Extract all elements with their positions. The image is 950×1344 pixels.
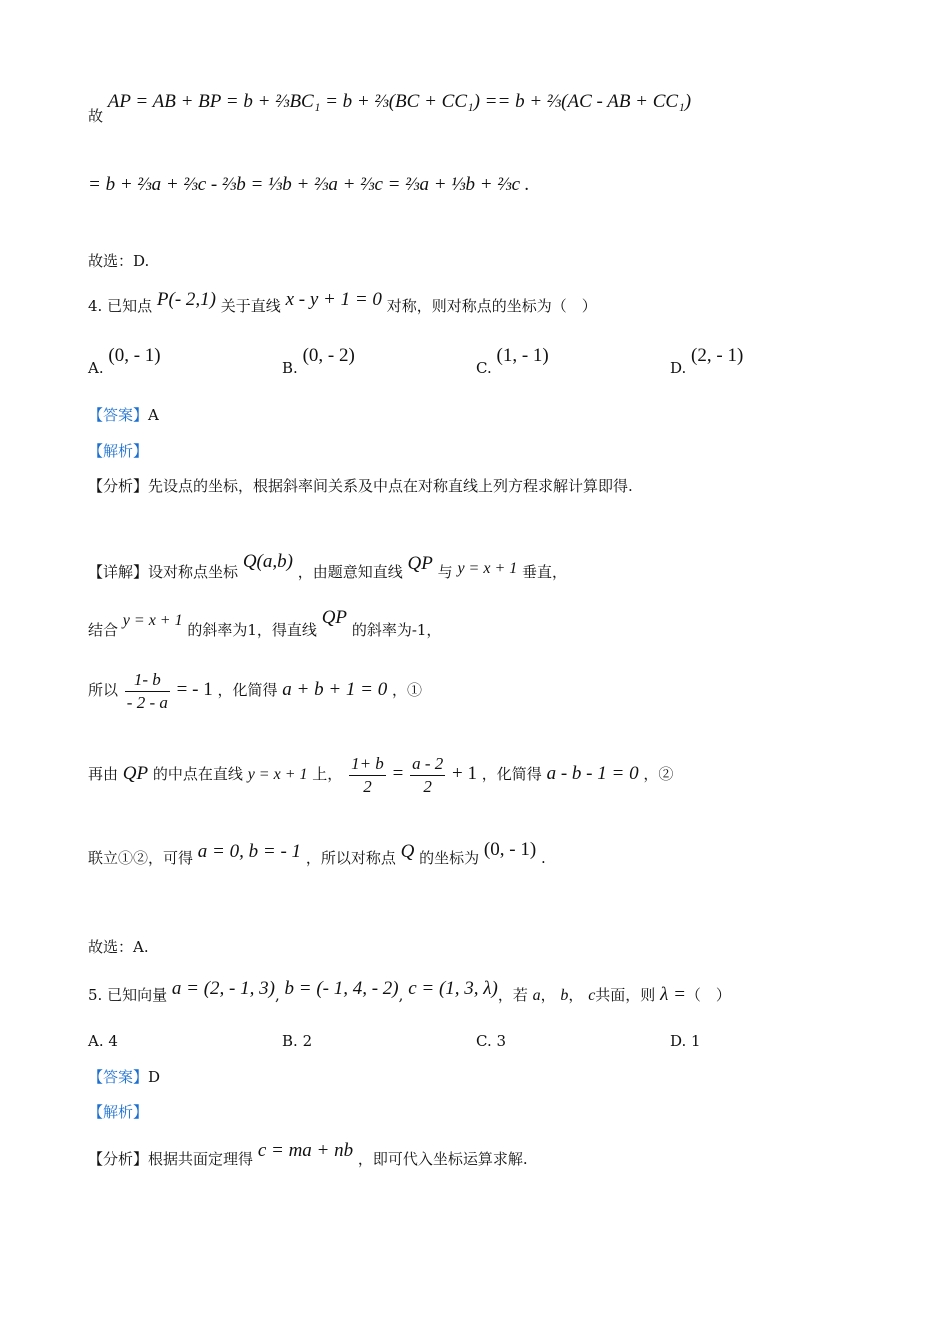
option-letter: D. xyxy=(670,1032,687,1050)
fraction xyxy=(410,753,445,798)
vector-equation-1: AP = AB + BP = b + ⅔BC₁ = b + ⅔(BC + CC₁) == b + ⅔(AC - AB + CC₁) xyxy=(107,91,692,112)
analysis-tag: 【解析】 xyxy=(88,442,149,460)
q5-fenxi xyxy=(88,1140,528,1169)
fraction-denominator: 2 xyxy=(363,776,372,796)
detail-math: y = x + 1 xyxy=(122,612,183,629)
q5-option-a[interactable] xyxy=(88,1032,118,1050)
q4-answer xyxy=(88,405,159,425)
fenxi-text: 根据共面定理得 xyxy=(148,1150,254,1168)
q5-var-b: b xyxy=(560,987,569,1004)
detail-text: 所以 xyxy=(88,681,119,699)
q4-option-b[interactable] xyxy=(282,345,355,377)
answer-value: A xyxy=(148,406,159,424)
q4-stem-post: 对称，则对称点的坐标为（ ） xyxy=(386,297,597,315)
detail-math: a - b - 1 = 0 xyxy=(546,763,639,784)
detail-text: 设对称点坐标 xyxy=(148,563,239,581)
option-value: (0, - 1) xyxy=(108,345,161,366)
option-value: 3 xyxy=(496,1032,507,1050)
answer-tag: 【答案】 xyxy=(88,1068,149,1086)
detail-math: QP xyxy=(122,763,149,784)
detail-text: ，化简得 xyxy=(481,765,542,783)
q4-number: 4. xyxy=(88,297,103,315)
detail-math: (0, - 1) xyxy=(483,839,537,860)
answer-value: D xyxy=(148,1068,161,1086)
detail-text: ，由题意知直线 xyxy=(297,563,403,581)
fenxi-text: 先设点的坐标，根据斜率间关系及中点在对称直线上列方程求解计算即得. xyxy=(148,477,633,495)
option-letter: C. xyxy=(476,359,492,377)
q5-number: 5. xyxy=(88,986,103,1004)
option-letter: A. xyxy=(88,1032,104,1050)
answer-choice-line: 故选：D. xyxy=(88,252,150,270)
q4-detail-line-1 xyxy=(88,551,568,583)
q5-option-d[interactable] xyxy=(670,1032,701,1050)
detail-text: 结合 xyxy=(88,621,119,639)
q5-option-c[interactable] xyxy=(476,1032,506,1050)
q4-detail-line-3 xyxy=(88,668,422,714)
vector-equation-line-1 xyxy=(88,91,692,125)
q4-option-a[interactable] xyxy=(88,345,161,377)
detail-math: a = 0, b = - 1 xyxy=(197,841,302,862)
detail-text: 再由 xyxy=(88,765,119,783)
fraction-numerator: 1+ b xyxy=(349,753,386,776)
q5-stem-post: 共面，则 xyxy=(595,986,656,1004)
q5-vec-c: c = (1, 3, λ) xyxy=(408,978,498,999)
detail-text: 的斜率为-1， xyxy=(351,621,442,639)
option-value: 4 xyxy=(108,1032,118,1050)
gu-prefix: 故 xyxy=(88,107,104,125)
fenxi-math: c = ma + nb xyxy=(257,1140,354,1161)
detail-math: QP xyxy=(321,607,348,628)
option-letter: A. xyxy=(88,359,104,377)
detail-math: + 1 xyxy=(452,763,478,784)
fenxi-tag: 【分析】 xyxy=(88,477,149,495)
option-value: 2 xyxy=(302,1032,313,1050)
detail-math: y = x + 1 xyxy=(457,560,518,577)
option-value: (0, - 2) xyxy=(302,345,355,366)
q5-stem-ruo: ，若 xyxy=(497,986,528,1004)
fraction xyxy=(349,753,386,798)
q5-stem: 5. 已知向量 a = (2, - 1, 3), b = (- 1, 4, - 2), c = (1, 3, λ)，若 a， b， c共面，则 λ =（ ） xyxy=(88,978,731,1005)
detail-math: Q xyxy=(400,841,415,862)
detail-text: 的坐标为 xyxy=(419,849,480,867)
q5-stem-pre: 已知向量 xyxy=(107,986,168,1004)
vector-equation-line-2 xyxy=(88,175,530,195)
q4-detail-line-2 xyxy=(88,607,442,641)
detail-text: 联立①②，可得 xyxy=(88,849,194,867)
q4-analysis-heading xyxy=(88,441,148,461)
q4-line: x - y + 1 = 0 xyxy=(285,289,382,310)
option-letter: B. xyxy=(282,359,298,377)
option-value: (2, - 1) xyxy=(691,345,744,366)
detail-math: a + b + 1 = 0 xyxy=(282,679,388,700)
detail-text: 的斜率为1，得直线 xyxy=(187,621,317,639)
fraction xyxy=(125,669,170,714)
q5-analysis-heading xyxy=(88,1102,148,1122)
q4-stem-pre: 已知点 xyxy=(107,297,153,315)
option-value: 1 xyxy=(691,1032,701,1050)
option-letter: D. xyxy=(670,359,687,377)
detail-text: 与 xyxy=(437,563,453,581)
detail-text: ，① xyxy=(392,681,423,699)
q5-paren: （ ） xyxy=(685,986,731,1004)
detail-text: . xyxy=(540,849,546,867)
answer-tag: 【答案】 xyxy=(88,406,149,424)
fraction-numerator: a - 2 xyxy=(410,753,445,776)
q4-detail-line-4 xyxy=(88,752,673,798)
q4-stem-mid: 关于直线 xyxy=(220,297,281,315)
fraction-denominator: 2 xyxy=(423,776,432,796)
option-value: (1, - 1) xyxy=(496,345,549,366)
detail-text: 的中点在直线 xyxy=(152,765,243,783)
q4-fenxi xyxy=(88,476,633,496)
detail-text: 上， xyxy=(312,765,343,783)
fenxi-tag: 【分析】 xyxy=(88,1150,149,1168)
detail-tag: 【详解】 xyxy=(88,563,149,581)
detail-text: ，所以对称点 xyxy=(305,849,396,867)
q5-var-c: c xyxy=(588,987,596,1004)
detail-math: Q(a,b) xyxy=(242,551,293,572)
q5-var-a: a xyxy=(532,987,541,1004)
q5-lambda: λ = xyxy=(660,984,686,1005)
q4-option-c[interactable] xyxy=(476,345,549,377)
detail-text: ，② xyxy=(643,765,674,783)
q4-detail-line-5 xyxy=(88,839,546,868)
fraction-denominator: - 2 - a xyxy=(126,692,168,712)
q5-vec-b: b = (- 1, 4, - 2) xyxy=(284,978,399,999)
q5-vec-a: a = (2, - 1, 3) xyxy=(171,978,275,999)
q5-answer xyxy=(88,1067,160,1087)
analysis-tag: 【解析】 xyxy=(88,1103,149,1121)
q4-point: P(- 2,1) xyxy=(156,289,216,310)
detail-math: = - 1 xyxy=(176,679,213,700)
fraction-numerator: 1- b xyxy=(125,669,170,692)
option-letter: C. xyxy=(476,1032,492,1050)
detail-text: 垂直， xyxy=(522,563,568,581)
equals-sign: = xyxy=(392,763,404,784)
option-letter: B. xyxy=(282,1032,298,1050)
q4-conclusion: 故选：A. xyxy=(88,938,149,956)
q4-option-d[interactable] xyxy=(670,345,744,377)
detail-math: QP xyxy=(407,553,433,574)
detail-text: ，化简得 xyxy=(217,681,278,699)
q5-option-b[interactable] xyxy=(282,1032,312,1050)
detail-math: y = x + 1 xyxy=(247,766,308,783)
fenxi-text: ，即可代入坐标运算求解. xyxy=(357,1150,528,1168)
q4-stem xyxy=(88,289,597,316)
vector-equation-2: = b + ⅔a + ⅔c - ⅔b = ⅓b + ⅔a + ⅔c = ⅔a + ⅓b + ⅔c . xyxy=(88,174,530,195)
